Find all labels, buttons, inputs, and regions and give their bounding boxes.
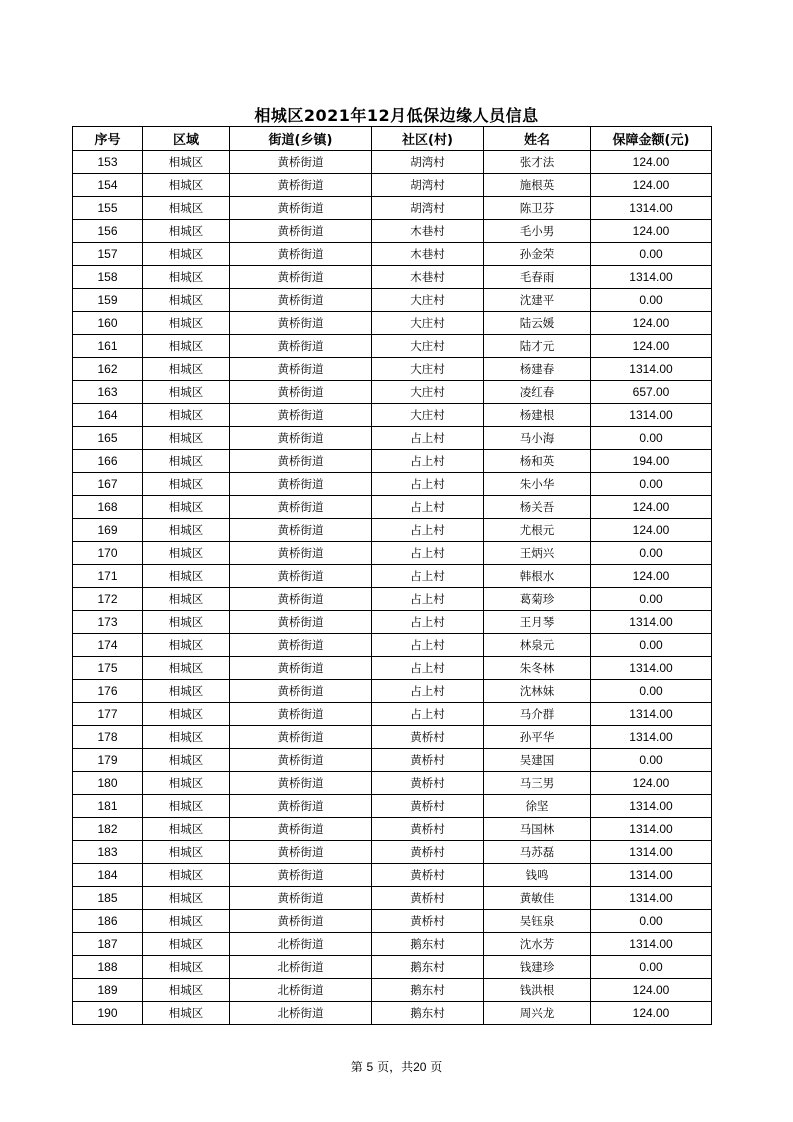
- table-row: [73, 404, 712, 427]
- cell-street: 北桥街道: [230, 956, 372, 979]
- cell-amount: 124.00: [591, 519, 712, 542]
- cell-name: 王炳兴: [484, 542, 591, 565]
- cell-amount: 1314.00: [591, 818, 712, 841]
- cell-community: 大庄村: [372, 381, 484, 404]
- cell-index: 160: [73, 312, 143, 335]
- footer-page-number: 5: [366, 1060, 374, 1074]
- cell-street: 黄桥街道: [230, 542, 372, 565]
- cell-district: 相城区: [143, 634, 230, 657]
- cell-district: 相城区: [143, 220, 230, 243]
- header-district: 区域: [143, 127, 230, 151]
- cell-community: 胡湾村: [372, 174, 484, 197]
- cell-district: 相城区: [143, 657, 230, 680]
- cell-amount: 124.00: [591, 565, 712, 588]
- cell-community: 占上村: [372, 680, 484, 703]
- cell-district: 相城区: [143, 151, 230, 174]
- cell-community: 占上村: [372, 634, 484, 657]
- cell-community: 占上村: [372, 542, 484, 565]
- cell-name: 杨关吾: [484, 496, 591, 519]
- table-row: [73, 197, 712, 220]
- cell-name: 韩根水: [484, 565, 591, 588]
- cell-street: 黄桥街道: [230, 381, 372, 404]
- cell-name: 陈卫芬: [484, 197, 591, 220]
- cell-district: 相城区: [143, 427, 230, 450]
- cell-amount: 1314.00: [591, 611, 712, 634]
- cell-community: 胡湾村: [372, 197, 484, 220]
- cell-street: 北桥街道: [230, 933, 372, 956]
- cell-name: 张才法: [484, 151, 591, 174]
- cell-amount: 124.00: [591, 220, 712, 243]
- cell-name: 朱冬林: [484, 657, 591, 680]
- cell-name: 陆云媛: [484, 312, 591, 335]
- cell-index: 162: [73, 358, 143, 381]
- cell-community: 黄桥村: [372, 818, 484, 841]
- cell-community: 鹅东村: [372, 956, 484, 979]
- cell-district: 相城区: [143, 404, 230, 427]
- cell-index: 154: [73, 174, 143, 197]
- cell-amount: 0.00: [591, 542, 712, 565]
- cell-index: 156: [73, 220, 143, 243]
- cell-amount: 1314.00: [591, 933, 712, 956]
- cell-district: 相城区: [143, 174, 230, 197]
- cell-district: 相城区: [143, 312, 230, 335]
- cell-street: 黄桥街道: [230, 588, 372, 611]
- cell-community: 黄桥村: [372, 726, 484, 749]
- cell-index: 188: [73, 956, 143, 979]
- cell-amount: 1314.00: [591, 657, 712, 680]
- cell-street: 黄桥街道: [230, 611, 372, 634]
- cell-street: 黄桥街道: [230, 680, 372, 703]
- cell-amount: 124.00: [591, 772, 712, 795]
- cell-street: 黄桥街道: [230, 266, 372, 289]
- cell-community: 鹅东村: [372, 933, 484, 956]
- cell-street: 黄桥街道: [230, 473, 372, 496]
- table-row: [73, 795, 712, 818]
- cell-community: 木巷村: [372, 243, 484, 266]
- cell-name: 马苏磊: [484, 841, 591, 864]
- cell-district: 相城区: [143, 703, 230, 726]
- cell-index: 164: [73, 404, 143, 427]
- cell-street: 黄桥街道: [230, 450, 372, 473]
- cell-district: 相城区: [143, 979, 230, 1002]
- cell-street: 黄桥街道: [230, 243, 372, 266]
- cell-street: 黄桥街道: [230, 519, 372, 542]
- cell-name: 马介群: [484, 703, 591, 726]
- cell-community: 黄桥村: [372, 749, 484, 772]
- table-row: [73, 174, 712, 197]
- cell-index: 161: [73, 335, 143, 358]
- cell-street: 黄桥街道: [230, 726, 372, 749]
- cell-name: 杨建春: [484, 358, 591, 381]
- table-row: [73, 864, 712, 887]
- cell-district: 相城区: [143, 611, 230, 634]
- table-row: [73, 703, 712, 726]
- table-row: [73, 818, 712, 841]
- cell-index: 173: [73, 611, 143, 634]
- cell-district: 相城区: [143, 910, 230, 933]
- table-row: [73, 358, 712, 381]
- cell-name: 凌红春: [484, 381, 591, 404]
- cell-index: 189: [73, 979, 143, 1002]
- cell-index: 157: [73, 243, 143, 266]
- cell-street: 黄桥街道: [230, 289, 372, 312]
- cell-community: 黄桥村: [372, 887, 484, 910]
- cell-district: 相城区: [143, 933, 230, 956]
- cell-name: 杨和英: [484, 450, 591, 473]
- cell-district: 相城区: [143, 358, 230, 381]
- cell-name: 吴钰泉: [484, 910, 591, 933]
- cell-name: 钱鸣: [484, 864, 591, 887]
- table-row: [73, 887, 712, 910]
- page-footer: [0, 1058, 793, 1075]
- cell-amount: 657.00: [591, 381, 712, 404]
- cell-community: 大庄村: [372, 289, 484, 312]
- cell-index: 174: [73, 634, 143, 657]
- cell-index: 182: [73, 818, 143, 841]
- cell-street: 黄桥街道: [230, 657, 372, 680]
- cell-index: 166: [73, 450, 143, 473]
- table-row: [73, 335, 712, 358]
- cell-amount: 124.00: [591, 979, 712, 1002]
- cell-name: 孙平华: [484, 726, 591, 749]
- cell-name: 沈水芳: [484, 933, 591, 956]
- cell-amount: 124.00: [591, 335, 712, 358]
- cell-name: 周兴龙: [484, 1002, 591, 1025]
- table-row: [73, 657, 712, 680]
- header-index: 序号: [73, 127, 143, 151]
- cell-district: 相城区: [143, 289, 230, 312]
- cell-district: 相城区: [143, 841, 230, 864]
- table-row: [73, 772, 712, 795]
- cell-index: 172: [73, 588, 143, 611]
- table-row: [73, 381, 712, 404]
- header-row: [73, 127, 712, 151]
- cell-community: 大庄村: [372, 358, 484, 381]
- cell-index: 153: [73, 151, 143, 174]
- cell-index: 178: [73, 726, 143, 749]
- table-row: [73, 565, 712, 588]
- cell-amount: 0.00: [591, 243, 712, 266]
- cell-street: 黄桥街道: [230, 634, 372, 657]
- cell-community: 黄桥村: [372, 772, 484, 795]
- table-row: [73, 611, 712, 634]
- cell-street: 黄桥街道: [230, 818, 372, 841]
- header-street: 街道(乡镇): [230, 127, 372, 151]
- cell-name: 钱建珍: [484, 956, 591, 979]
- cell-street: 黄桥街道: [230, 151, 372, 174]
- cell-community: 鹅东村: [372, 1002, 484, 1025]
- cell-community: 占上村: [372, 450, 484, 473]
- cell-district: 相城区: [143, 956, 230, 979]
- cell-name: 徐坚: [484, 795, 591, 818]
- table-row: [73, 266, 712, 289]
- cell-community: 占上村: [372, 496, 484, 519]
- cell-street: 黄桥街道: [230, 841, 372, 864]
- cell-community: 占上村: [372, 427, 484, 450]
- cell-street: 黄桥街道: [230, 335, 372, 358]
- cell-amount: 194.00: [591, 450, 712, 473]
- cell-index: 185: [73, 887, 143, 910]
- cell-street: 黄桥街道: [230, 404, 372, 427]
- cell-index: 167: [73, 473, 143, 496]
- cell-street: 黄桥街道: [230, 174, 372, 197]
- table-row: [73, 910, 712, 933]
- cell-index: 159: [73, 289, 143, 312]
- cell-community: 大庄村: [372, 335, 484, 358]
- table-row: [73, 979, 712, 1002]
- cell-community: 占上村: [372, 657, 484, 680]
- cell-district: 相城区: [143, 680, 230, 703]
- cell-amount: 124.00: [591, 174, 712, 197]
- table-row: [73, 289, 712, 312]
- cell-district: 相城区: [143, 565, 230, 588]
- cell-amount: 124.00: [591, 496, 712, 519]
- cell-name: 毛春雨: [484, 266, 591, 289]
- cell-community: 木巷村: [372, 266, 484, 289]
- header-community: 社区(村): [372, 127, 484, 151]
- cell-district: 相城区: [143, 864, 230, 887]
- cell-street: 黄桥街道: [230, 887, 372, 910]
- cell-amount: 124.00: [591, 1002, 712, 1025]
- cell-amount: 0.00: [591, 910, 712, 933]
- cell-index: 190: [73, 1002, 143, 1025]
- cell-street: 黄桥街道: [230, 358, 372, 381]
- cell-community: 黄桥村: [372, 841, 484, 864]
- cell-amount: 1314.00: [591, 266, 712, 289]
- cell-name: 孙金荣: [484, 243, 591, 266]
- cell-district: 相城区: [143, 197, 230, 220]
- table-row: [73, 496, 712, 519]
- cell-name: 杨建根: [484, 404, 591, 427]
- table-row: [73, 726, 712, 749]
- cell-district: 相城区: [143, 749, 230, 772]
- cell-index: 186: [73, 910, 143, 933]
- cell-street: 黄桥街道: [230, 864, 372, 887]
- cell-amount: 0.00: [591, 634, 712, 657]
- cell-street: 黄桥街道: [230, 795, 372, 818]
- cell-community: 胡湾村: [372, 151, 484, 174]
- cell-name: 马国林: [484, 818, 591, 841]
- cell-name: 王月琴: [484, 611, 591, 634]
- cell-district: 相城区: [143, 266, 230, 289]
- cell-index: 155: [73, 197, 143, 220]
- cell-street: 黄桥街道: [230, 565, 372, 588]
- cell-amount: 0.00: [591, 427, 712, 450]
- cell-street: 黄桥街道: [230, 220, 372, 243]
- cell-amount: 1314.00: [591, 841, 712, 864]
- cell-street: 北桥街道: [230, 1002, 372, 1025]
- cell-community: 鹅东村: [372, 979, 484, 1002]
- cell-community: 黄桥村: [372, 864, 484, 887]
- table-row: [73, 220, 712, 243]
- cell-name: 陆才元: [484, 335, 591, 358]
- cell-district: 相城区: [143, 243, 230, 266]
- cell-index: 179: [73, 749, 143, 772]
- cell-index: 184: [73, 864, 143, 887]
- cell-street: 黄桥街道: [230, 197, 372, 220]
- cell-name: 施根英: [484, 174, 591, 197]
- footer-suffix: 页: [430, 1060, 443, 1074]
- cell-name: 葛菊珍: [484, 588, 591, 611]
- table-row: [73, 749, 712, 772]
- header-amount: 保障金额(元): [591, 127, 712, 151]
- cell-district: 相城区: [143, 887, 230, 910]
- cell-name: 尤根元: [484, 519, 591, 542]
- cell-street: 北桥街道: [230, 979, 372, 1002]
- table-row: [73, 933, 712, 956]
- cell-amount: 1314.00: [591, 887, 712, 910]
- data-table: [72, 126, 712, 1025]
- cell-street: 黄桥街道: [230, 496, 372, 519]
- cell-index: 168: [73, 496, 143, 519]
- cell-index: 158: [73, 266, 143, 289]
- cell-amount: 0.00: [591, 588, 712, 611]
- cell-amount: 1314.00: [591, 795, 712, 818]
- cell-street: 黄桥街道: [230, 749, 372, 772]
- cell-community: 占上村: [372, 565, 484, 588]
- cell-street: 黄桥街道: [230, 427, 372, 450]
- cell-amount: 124.00: [591, 151, 712, 174]
- cell-district: 相城区: [143, 772, 230, 795]
- cell-amount: 0.00: [591, 680, 712, 703]
- table-row: [73, 588, 712, 611]
- table-row: [73, 1002, 712, 1025]
- cell-street: 黄桥街道: [230, 910, 372, 933]
- cell-district: 相城区: [143, 795, 230, 818]
- cell-district: 相城区: [143, 496, 230, 519]
- table-row: [73, 450, 712, 473]
- cell-amount: 1314.00: [591, 358, 712, 381]
- table-row: [73, 956, 712, 979]
- cell-amount: 1314.00: [591, 197, 712, 220]
- cell-name: 马小海: [484, 427, 591, 450]
- cell-name: 林泉元: [484, 634, 591, 657]
- cell-name: 吴建国: [484, 749, 591, 772]
- cell-name: 黄敏佳: [484, 887, 591, 910]
- cell-district: 相城区: [143, 473, 230, 496]
- cell-community: 占上村: [372, 473, 484, 496]
- cell-community: 大庄村: [372, 312, 484, 335]
- cell-district: 相城区: [143, 588, 230, 611]
- cell-community: 木巷村: [372, 220, 484, 243]
- cell-amount: 0.00: [591, 473, 712, 496]
- header-name: 姓名: [484, 127, 591, 151]
- cell-district: 相城区: [143, 1002, 230, 1025]
- cell-street: 黄桥街道: [230, 312, 372, 335]
- cell-amount: 124.00: [591, 312, 712, 335]
- table-row: [73, 243, 712, 266]
- cell-amount: 1314.00: [591, 404, 712, 427]
- cell-index: 165: [73, 427, 143, 450]
- cell-street: 黄桥街道: [230, 772, 372, 795]
- cell-district: 相城区: [143, 519, 230, 542]
- table-row: [73, 841, 712, 864]
- table-row: [73, 151, 712, 174]
- cell-amount: 0.00: [591, 749, 712, 772]
- cell-name: 沈建平: [484, 289, 591, 312]
- cell-community: 黄桥村: [372, 795, 484, 818]
- page-title: 相城区2021年12月低保边缘人员信息: [254, 106, 539, 125]
- cell-amount: 1314.00: [591, 864, 712, 887]
- cell-index: 177: [73, 703, 143, 726]
- table-row: [73, 312, 712, 335]
- cell-district: 相城区: [143, 818, 230, 841]
- footer-middle: 页，共: [377, 1060, 414, 1074]
- cell-index: 175: [73, 657, 143, 680]
- cell-name: 沈林妹: [484, 680, 591, 703]
- cell-name: 马三男: [484, 772, 591, 795]
- cell-community: 占上村: [372, 703, 484, 726]
- cell-name: 钱洪根: [484, 979, 591, 1002]
- cell-district: 相城区: [143, 726, 230, 749]
- cell-index: 187: [73, 933, 143, 956]
- cell-amount: 1314.00: [591, 703, 712, 726]
- cell-amount: 0.00: [591, 956, 712, 979]
- cell-index: 181: [73, 795, 143, 818]
- cell-index: 171: [73, 565, 143, 588]
- cell-amount: 0.00: [591, 289, 712, 312]
- cell-index: 163: [73, 381, 143, 404]
- cell-community: 占上村: [372, 519, 484, 542]
- cell-index: 169: [73, 519, 143, 542]
- cell-amount: 1314.00: [591, 726, 712, 749]
- cell-district: 相城区: [143, 450, 230, 473]
- cell-community: 黄桥村: [372, 910, 484, 933]
- cell-district: 相城区: [143, 335, 230, 358]
- cell-street: 黄桥街道: [230, 703, 372, 726]
- cell-index: 183: [73, 841, 143, 864]
- cell-community: 大庄村: [372, 404, 484, 427]
- table-row: [73, 427, 712, 450]
- table-row: [73, 634, 712, 657]
- cell-index: 180: [73, 772, 143, 795]
- cell-district: 相城区: [143, 381, 230, 404]
- footer-total-pages: 20: [413, 1060, 427, 1074]
- cell-community: 占上村: [372, 611, 484, 634]
- cell-community: 占上村: [372, 588, 484, 611]
- cell-name: 朱小华: [484, 473, 591, 496]
- footer-prefix: 第: [350, 1060, 363, 1074]
- cell-index: 176: [73, 680, 143, 703]
- table-row: [73, 473, 712, 496]
- cell-name: 毛小男: [484, 220, 591, 243]
- table-row: [73, 680, 712, 703]
- cell-district: 相城区: [143, 542, 230, 565]
- cell-index: 170: [73, 542, 143, 565]
- table-row: [73, 519, 712, 542]
- table-row: [73, 542, 712, 565]
